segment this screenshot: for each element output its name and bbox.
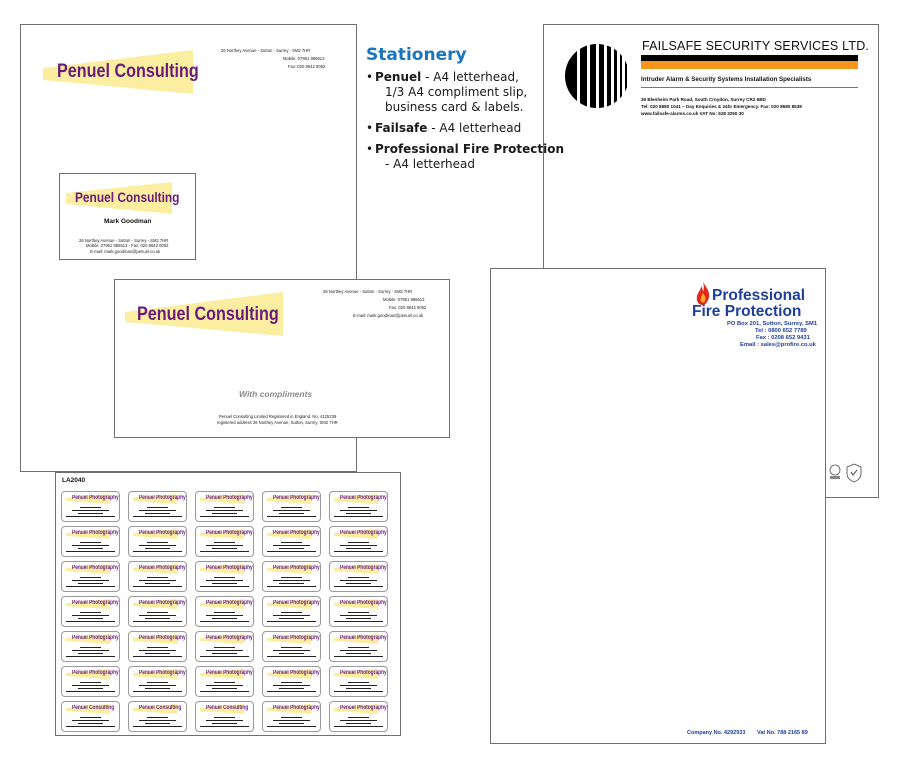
label-text-line [139,615,176,616]
label-text: Penuel Consulting [72,705,115,711]
label-text-line [334,656,383,657]
label-text-line [214,717,235,718]
label-item [195,701,254,732]
label-text-line [200,586,249,587]
label-text-line [78,653,103,654]
label-text: Penuel Photography [139,565,186,571]
labels-grid [61,491,399,735]
card-logo: Penuel Consulting [75,189,180,205]
label-text-line [212,723,237,724]
label-text: Penuel Photography [139,635,186,641]
label-text-line [273,650,310,651]
label-text-line [145,513,170,514]
label-text: Penuel Photography [139,495,186,501]
label-text-line [279,723,304,724]
label-item [262,491,321,522]
label-text-line [206,615,243,616]
label-text-line [281,647,302,648]
label-text: Penuel Photography [273,600,320,606]
label-text-line [267,516,316,517]
label-text-line [72,615,109,616]
label-text-line [147,577,168,578]
slip-email: E-mail: mark.goodman@penuel.co.uk [353,313,424,318]
label-text-line [78,688,103,689]
label-text-line [145,548,170,549]
label-text-line [78,548,103,549]
label-text-line [200,691,249,692]
label-text: Penuel Photography [139,670,186,676]
label-text-line [212,688,237,689]
label-item [195,596,254,627]
label-text-line [66,656,115,657]
label-text-line [346,583,371,584]
label-text-line [214,647,235,648]
label-item [262,596,321,627]
label-text-line [133,621,182,622]
letterhead-fax: Fax: 020 8642 0052 [288,64,326,69]
label-text: Penuel Photography [273,530,320,536]
label-text-line [66,726,115,727]
label-text: Penuel Photography [206,495,253,501]
slip-footer-1: Penuel Consulting Limited Registered in England. No. 4125239 [219,414,337,419]
label-item [329,701,388,732]
label-text-line [273,615,310,616]
label-text-line [281,682,302,683]
label-text-line [348,542,369,543]
label-text-line [200,656,249,657]
failsafe-rule [641,87,858,88]
label-text-line [340,615,377,616]
label-text-line [267,621,316,622]
label-text-line [206,580,243,581]
slip-logo: Penuel Consulting [137,304,279,325]
label-item [128,666,187,697]
label-text-line [66,691,115,692]
label-text-line [346,618,371,619]
label-text-line [80,542,101,543]
label-text-line [78,513,103,514]
label-text-line [78,618,103,619]
label-text-line [334,621,383,622]
accreditation-mark-icon [827,463,843,481]
label-text-line [133,656,182,657]
label-text: Penuel Photography [273,635,320,641]
label-item [128,561,187,592]
label-text-line [279,618,304,619]
label-item [195,526,254,557]
label-text-line [80,507,101,508]
label-text: Penuel Photography [273,670,320,676]
label-text-line [346,688,371,689]
pfp-letterhead [490,268,826,744]
label-item [195,666,254,697]
label-text-line [145,688,170,689]
label-item [262,631,321,662]
label-text-line [340,650,377,651]
pfp-company-number: Company No. 4292933 [687,730,746,736]
label-text-line [267,586,316,587]
label-text: Penuel Photography [340,705,387,711]
label-item [61,596,120,627]
label-text-line [346,513,371,514]
label-text-line [72,580,109,581]
label-text-line [139,650,176,651]
label-text: Penuel Photography [72,530,119,536]
label-text: Penuel Photography [340,530,387,536]
label-text-line [214,542,235,543]
slip-address: 26 Northey Avenue - Sutton - Surrey - SM2 7HR [323,289,413,294]
penuel-labels-sheet [55,472,401,736]
label-text-line [78,723,103,724]
label-text-line [200,551,249,552]
label-text-line [66,551,115,552]
list-item-failsafe: • Failsafe - A4 letterhead [366,121,564,136]
label-text-line [200,726,249,727]
label-text-line [212,548,237,549]
labels-code: LA2040 [62,477,86,484]
label-text: Penuel Consulting [139,705,182,711]
label-text-line [80,577,101,578]
label-text-line [340,580,377,581]
label-text-line [80,612,101,613]
label-item [128,701,187,732]
label-text-line [147,507,168,508]
label-text-line [273,685,310,686]
label-text-line [206,545,243,546]
label-text: Penuel Photography [340,670,387,676]
label-text-line [72,720,109,721]
label-text-line [206,650,243,651]
page-title: Stationery [366,45,467,65]
label-text: Penuel Photography [72,670,119,676]
label-text-line [348,717,369,718]
stationery-list [366,70,564,178]
label-item [128,491,187,522]
card-address: 26 Northey Avenue - Sutton - Surrey - SM2 7HR [79,238,169,243]
label-text-line [348,577,369,578]
pfp-vat-number: Vat No. 788 2165 89 [757,730,808,736]
label-text-line [267,656,316,657]
label-text-line [346,723,371,724]
label-text-line [206,720,243,721]
label-text: Penuel Photography [340,495,387,501]
label-text-line [214,682,235,683]
label-text-line [66,586,115,587]
label-text-line [279,548,304,549]
label-text-line [147,542,168,543]
label-item [262,526,321,557]
label-text-line [139,580,176,581]
label-text-line [267,726,316,727]
failsafe-web: www.failsafe-alarms.co.uk VAT No: 628 3250 30 [641,111,744,116]
label-text-line [72,685,109,686]
label-item [61,666,120,697]
slip-mobile: Mobile: 07951 986613 [383,297,425,302]
label-item [262,701,321,732]
label-text: Penuel Photography [206,565,253,571]
pfp-line-2: Fire Protection [692,303,802,320]
label-text-line [340,510,377,511]
label-item [262,666,321,697]
label-text-line [139,685,176,686]
label-text-line [281,577,302,578]
label-text-line [139,720,176,721]
label-text: Penuel Photography [340,635,387,641]
label-text-line [279,653,304,654]
failsafe-address: 36 Blenheim Park Road, South Croydon, Surrey CR2 6BD [641,97,766,102]
label-text-line [133,726,182,727]
label-text-line [66,621,115,622]
label-text-line [206,685,243,686]
label-text-line [267,551,316,552]
label-text-line [147,717,168,718]
penuel-compliment-slip [114,279,450,438]
label-text: Penuel Photography [273,495,320,501]
label-item [61,561,120,592]
label-text-line [281,717,302,718]
label-text-line [145,723,170,724]
pfp-tel: Tel : 0800 652 7789 [755,328,807,334]
label-text-line [139,510,176,511]
label-text-line [133,691,182,692]
label-item [128,631,187,662]
pfp-email: Email : sales@profire.co.uk [740,342,816,348]
label-text-line [334,726,383,727]
label-text-line [273,580,310,581]
label-text: Penuel Photography [139,530,186,536]
label-text-line [72,510,109,511]
label-text-line [214,612,235,613]
card-phones: Mobile: 07951 986613 - Fax: 020 8642 0052 [86,243,169,248]
label-text: Penuel Photography [72,495,119,501]
label-text-line [334,691,383,692]
label-text-line [212,618,237,619]
failsafe-phones: Tel: 020 8680 1041 ~ Day Enquiries & 24hr Emergency. Fax: 020 8680 8538 [641,104,802,109]
label-text-line [72,545,109,546]
label-item [128,526,187,557]
label-text: Penuel Photography [273,705,320,711]
label-item [61,491,120,522]
label-text: Penuel Photography [340,600,387,606]
label-text-line [206,510,243,511]
label-item [61,701,120,732]
accreditation-badge-icon [845,463,863,483]
label-text-line [340,720,377,721]
label-text-line [334,516,383,517]
penuel-logo: Penuel Consulting [57,61,199,82]
label-text-line [212,583,237,584]
label-item [329,666,388,697]
label-text-line [340,685,377,686]
penuel-business-card [59,173,196,260]
label-text: Penuel Photography [206,635,253,641]
label-text-line [80,682,101,683]
slip-compliments: With compliments [239,389,313,399]
label-text: Penuel Photography [340,565,387,571]
label-text-line [267,691,316,692]
label-item [128,596,187,627]
label-text: Penuel Consulting [206,705,249,711]
label-text-line [145,653,170,654]
label-text-line [133,551,182,552]
label-item [195,491,254,522]
label-item [329,596,388,627]
label-item [195,631,254,662]
label-item [329,631,388,662]
label-item [329,526,388,557]
label-text: Penuel Photography [72,565,119,571]
label-text-line [348,682,369,683]
flame-icon [696,281,710,305]
label-text-line [273,510,310,511]
label-text-line [145,583,170,584]
label-item [61,526,120,557]
label-text-line [346,548,371,549]
label-text-line [348,647,369,648]
failsafe-logo-icon [564,43,630,109]
label-text: Penuel Photography [206,530,253,536]
failsafe-tagline: Intruder Alarm & Security Systems Installation Specialists [641,76,812,83]
label-text-line [279,688,304,689]
label-text-line [212,653,237,654]
pfp-line-1: Professional [712,287,806,304]
card-email: E-mail: mark.goodman@penuel.co.uk [90,249,161,254]
label-text-line [279,513,304,514]
label-text-line [80,717,101,718]
label-text: Penuel Photography [72,600,119,606]
label-text-line [348,612,369,613]
label-text: Penuel Photography [139,600,186,606]
label-item [329,561,388,592]
label-text-line [281,542,302,543]
label-text-line [214,577,235,578]
label-text-line [273,545,310,546]
failsafe-name: FAILSAFE SECURITY SERVICES LTD. [642,39,870,53]
label-text-line [147,612,168,613]
label-text-line [200,621,249,622]
card-name: Mark Goodman [104,218,152,225]
label-text-line [139,545,176,546]
slip-fax: Fax: 020 8642 0052 [389,305,427,310]
slip-footer-2: registered address 26 Northey Avenue, Sutton, Surrey, SM2 7HR [217,420,338,425]
label-text-line [348,507,369,508]
label-text: Penuel Photography [206,600,253,606]
label-text-line [281,612,302,613]
label-text-line [78,583,103,584]
label-text-line [334,586,383,587]
pfp-address: PO Box 201, Sutton, Surrey, SM1 [727,321,818,327]
failsafe-bar-orange [641,61,858,69]
label-text-line [346,653,371,654]
list-item-pfp: • Professional Fire Protection - A4 letterhead [366,142,564,172]
label-text-line [281,507,302,508]
label-text-line [279,583,304,584]
label-item [329,491,388,522]
label-text-line [334,551,383,552]
label-item [195,561,254,592]
letterhead-address: 26 Northey Avenue - Sutton - Surrey - SM2 7HR [221,48,311,53]
label-text-line [145,618,170,619]
label-text-line [66,516,115,517]
label-text-line [133,516,182,517]
label-text-line [212,513,237,514]
label-text: Penuel Photography [206,670,253,676]
label-text-line [200,516,249,517]
label-text-line [147,682,168,683]
label-text-line [80,647,101,648]
pfp-fax: Fax : 0208 652 9431 [756,335,810,341]
label-text-line [273,720,310,721]
label-item [61,631,120,662]
label-text: Penuel Photography [72,635,119,641]
label-text-line [133,586,182,587]
label-text-line [147,647,168,648]
list-item-penuel: • Penuel - A4 letterhead, 1/3 A4 compliment slip, business card & labels. [366,70,564,115]
label-text-line [340,545,377,546]
label-text-line [72,650,109,651]
letterhead-mobile: Mobile: 07951 986613 [283,56,325,61]
label-item [262,561,321,592]
label-text-line [214,507,235,508]
label-text: Penuel Photography [273,565,320,571]
